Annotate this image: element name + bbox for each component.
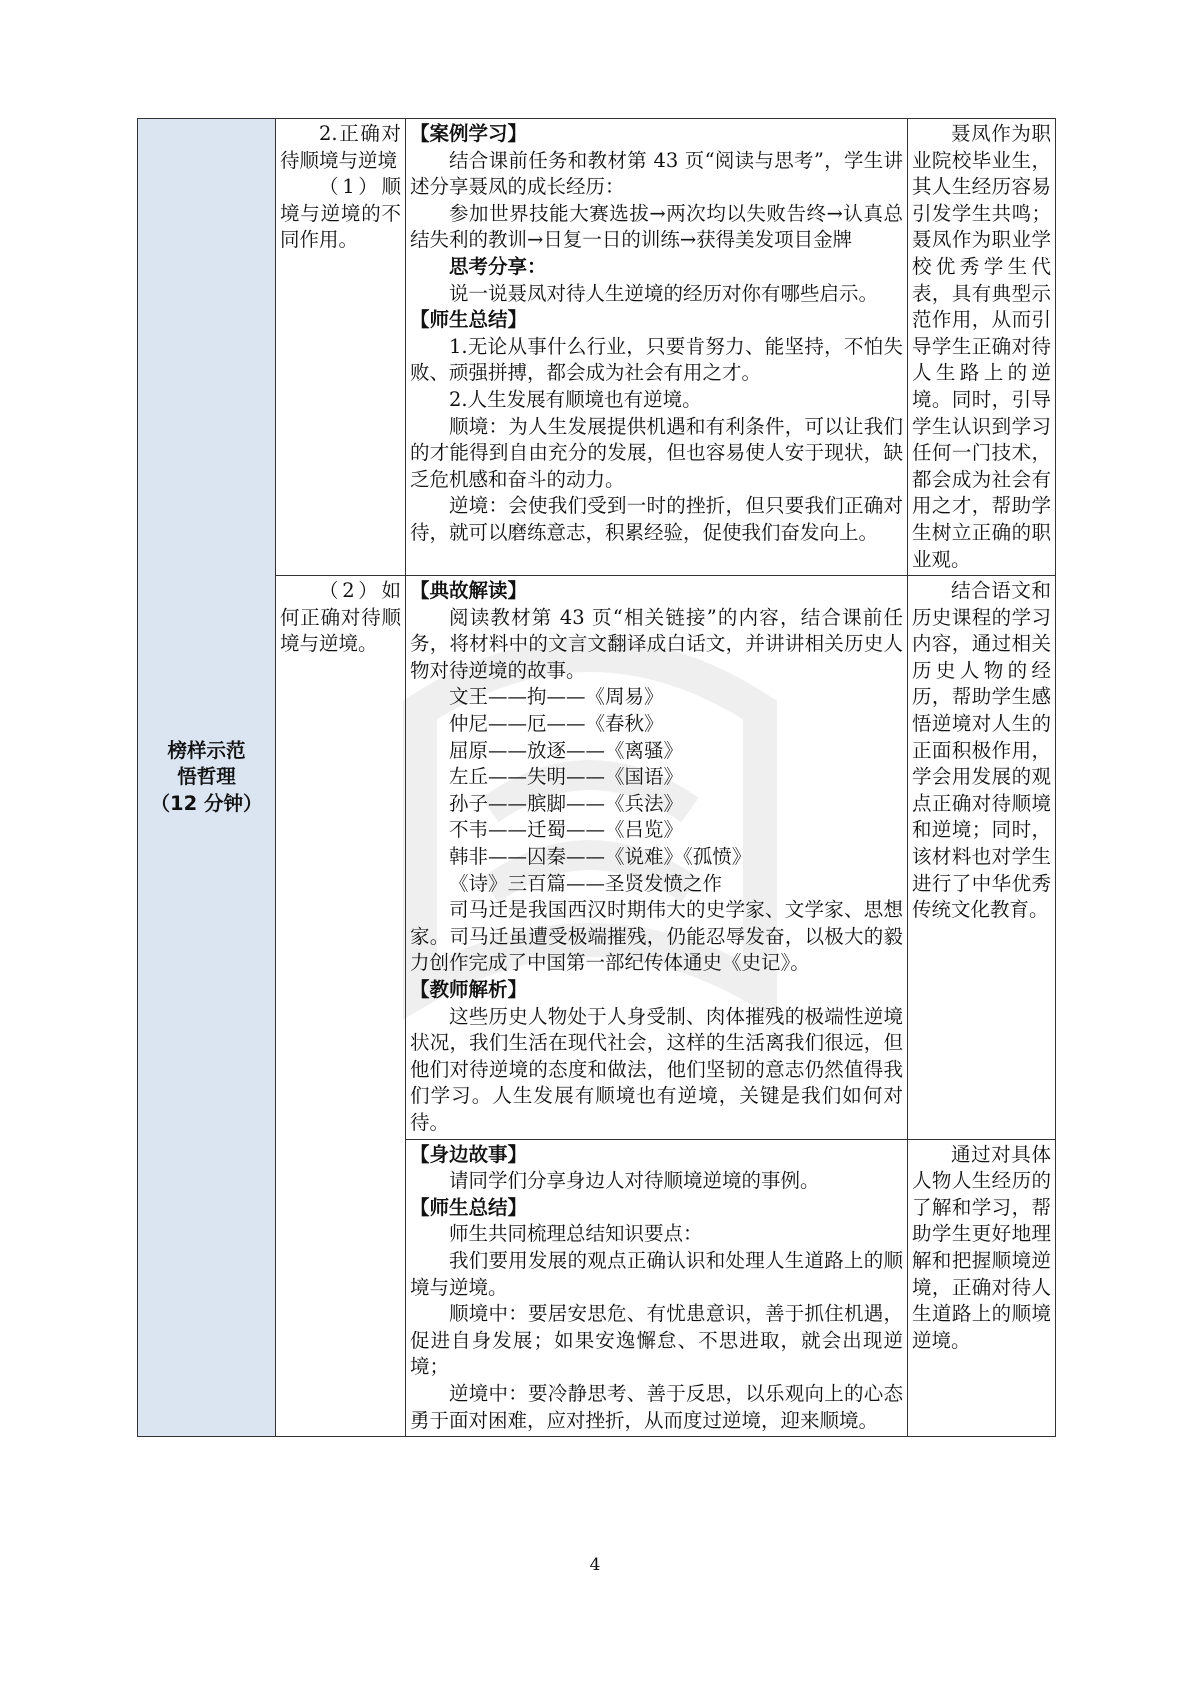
- design-note-cell: [908, 576, 1056, 1139]
- topic-cell: [276, 119, 406, 576]
- stage-subtitle: 悟哲理: [177, 765, 236, 789]
- list-item: 左丘——失明——《国语》: [449, 765, 684, 789]
- paragraph: 结合课前任务和教材第 43 页“阅读与思考”，学生讲述分享聂凤的成长经历：: [410, 148, 903, 199]
- paragraph: 逆境中：要冷静思考、善于反思，以乐观向上的心态勇于面对困难，应对挫折，从而度过逆境，迎来顺境。: [410, 1381, 903, 1432]
- topic-cell: [276, 576, 406, 1437]
- list-item: 韩非——囚秦——《说难》《孤愤》: [449, 845, 752, 869]
- design-note-cell: [908, 1139, 1056, 1437]
- list-item: 《诗》三百篇——圣贤发愤之作: [449, 871, 723, 895]
- paragraph: 顺境中：要居安思危、有忧患意识，善于抓住机遇，促进自身发展；如果安逸懈怠、不思进取，就会出现逆境；: [410, 1302, 903, 1379]
- section-heading: 【典故解读】: [410, 579, 528, 603]
- list-item: 文王——拘——《周易》: [449, 685, 664, 709]
- paragraph: 逆境：会使我们受到一时的挫折，但只要我们正确对待，就可以磨练意志，积累经验，促使我们奋发向上。: [410, 494, 903, 544]
- paragraph: 顺境：为人生发展提供机遇和有利条件，可以让我们的才能得到自由充分的发展，但也容易使人安于现状，缺乏危机感和奋斗的动力。: [410, 414, 903, 491]
- paragraph: 阅读教材第 43 页“相关链接”的内容，结合课前任务，将材料中的文言文翻译成白话文，并讲讲相关历史人物对待逆境的故事。: [410, 605, 903, 682]
- stage-duration: （12 分钟）: [150, 791, 263, 815]
- activity-cell: [406, 119, 908, 576]
- design-note: 聂凤作为职业院校毕业生，其人生经历容易引发学生共鸣；聂凤作为职业学校优秀学生代表，具有典型示范作用，从而引导学生正确对待人生路上的逆境。同时，引导学生认识到学习任何一门技术，都会成为社会有用之才，帮助学生树立正确的职业观。: [912, 122, 1051, 571]
- section-heading: 【师生总结】: [410, 308, 528, 332]
- subsection-heading: 思考分享：: [449, 254, 547, 278]
- section-heading: 【师生总结】: [410, 1195, 528, 1219]
- list-item: 孙子——膑脚——《兵法》: [449, 791, 684, 815]
- list-item: 不韦——迁蜀——《吕览》: [449, 818, 684, 842]
- list-item: 仲尼——厄——《春秋》: [449, 712, 664, 736]
- paragraph: 我们要用发展的观点正确认识和处理人生道路上的顺境与逆境。: [410, 1248, 903, 1299]
- paragraph: 2.人生发展有顺境也有逆境。: [449, 387, 702, 411]
- stage-cell: [138, 119, 276, 1437]
- paragraph: 请同学们分享身边人对待顺境逆境的事例。: [449, 1169, 820, 1193]
- topic-title: 2.正确对待顺境与逆境: [280, 122, 401, 172]
- topic-subtitle: （1）顺境与逆境的不同作用。: [280, 175, 401, 252]
- page-number: 4: [589, 1555, 601, 1575]
- activity-cell: [406, 576, 908, 1139]
- design-note: 结合语文和历史课程的学习内容，通过相关历史人物的经历，帮助学生感悟逆境对人生的正面积极作用，学会用发展的观点正确对待顺境和逆境；同时，该材料也对学生进行了中华优秀传统文化教育。: [912, 579, 1051, 922]
- paragraph: 说一说聂凤对待人生逆境的经历对你有哪些启示。: [449, 281, 879, 305]
- paragraph: 司马迁是我国西汉时期伟大的史学家、文学家、思想家。司马迁虽遭受极端摧残，仍能忍辱发奋，以极大的毅力创作完成了中国第一部纪传体通史《史记》。: [410, 898, 903, 975]
- table-row: [138, 576, 1056, 1139]
- paragraph: 这些历史人物处于人身受制、肉体摧残的极端性逆境状况，我们生活在现代社会，这样的生活离我们很远，但他们对待逆境的态度和做法，他们坚韧的意志仍然值得我们学习。人生发展有顺境也有逆境，关键是我们如何对待。: [410, 1004, 903, 1134]
- lesson-table: [137, 118, 1056, 1437]
- section-heading: 【教师解析】: [410, 978, 528, 1001]
- activity-cell: [406, 1139, 908, 1437]
- paragraph: 1.无论从事什么行业，只要肯努力、能坚持，不怕失败、顽强拼搏，都会成为社会有用之才。: [410, 334, 903, 385]
- table-row: [138, 119, 1056, 576]
- paragraph: 参加世界技能大赛选拔→两次均以失败告终→认真总结失利的教训→日复一日的训练→获得美发项目金牌: [410, 201, 903, 252]
- topic-subtitle: （2）如何正确对待顺境与逆境。: [280, 579, 401, 656]
- stage-title: 榜样示范: [167, 738, 246, 762]
- section-heading: 【案例学习】: [410, 122, 528, 145]
- design-note: 通过对具体人物人生经历的了解和学习，帮助学生更好地理解和把握顺境逆境，正确对待人生道路上的顺境逆境。: [912, 1142, 1051, 1352]
- design-note-cell: [908, 119, 1056, 576]
- paragraph: 师生共同梳理总结知识要点：: [449, 1222, 703, 1246]
- list-item: 屈原——放逐——《离骚》: [449, 738, 684, 762]
- section-heading: 【身边故事】: [410, 1142, 528, 1166]
